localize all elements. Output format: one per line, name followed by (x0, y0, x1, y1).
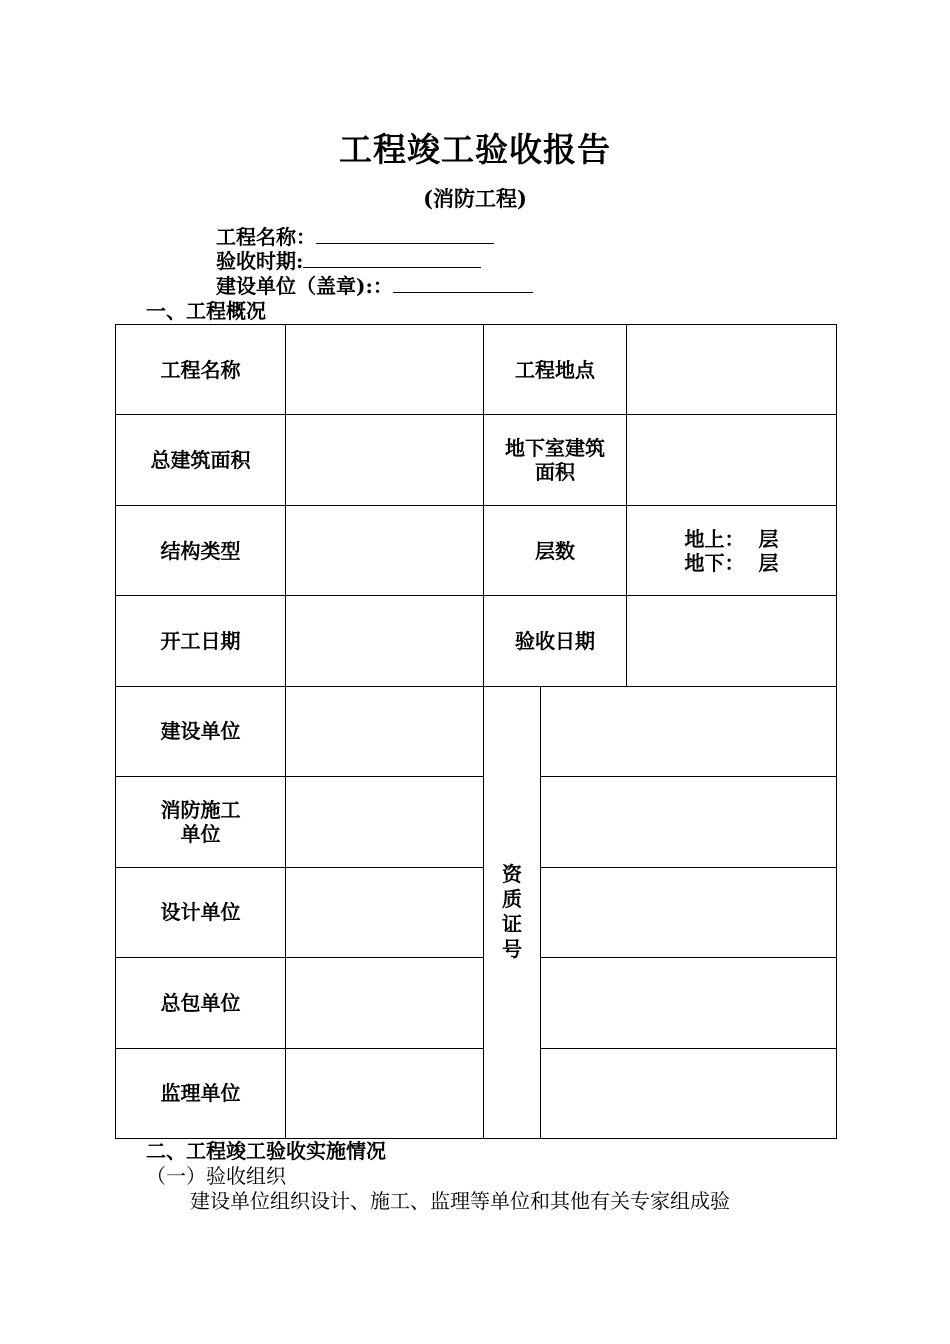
table-row (116, 1048, 837, 1139)
cert-fire-contractor[interactable] (541, 777, 837, 867)
label-design-unit: 设计单位 (116, 867, 286, 957)
floors-below: 地下： 层 (684, 550, 779, 575)
field-construction-unit-seal-value[interactable] (393, 274, 533, 293)
value-fire-contractor[interactable] (286, 777, 484, 867)
label-acceptance-date: 验收日期 (484, 596, 627, 686)
label-basement-area: 地下室建筑面积 (484, 415, 627, 505)
label-structure-type: 结构类型 (116, 505, 286, 595)
field-project-name-value[interactable] (316, 225, 494, 244)
section-implementation-heading: 二、工程竣工验收实施情况 (146, 1139, 386, 1163)
field-construction-unit-seal (216, 274, 533, 298)
label-fire-contractor: 消防施工单位 (116, 777, 286, 867)
section-overview-heading: 一、工程概况 (146, 299, 266, 323)
field-project-name (216, 225, 494, 249)
table-row (116, 415, 837, 505)
value-general-contractor[interactable] (286, 958, 484, 1048)
field-project-name-label: 工程名称： (216, 225, 316, 249)
label-general-contractor: 总包单位 (116, 958, 286, 1048)
subsection-acceptance-organization: （一）验收组织 (146, 1164, 286, 1188)
value-total-area[interactable] (286, 415, 484, 505)
value-project-name[interactable] (286, 325, 484, 415)
field-acceptance-period-label: 验收时期: (216, 249, 304, 273)
table-row (116, 777, 837, 867)
cert-construction-unit[interactable] (541, 686, 837, 776)
paragraph-acceptance-organization: 建设单位组织设计、施工、监理等单位和其他有关专家组成验 (190, 1189, 730, 1213)
table-row (116, 686, 837, 776)
label-project-name: 工程名称 (116, 325, 286, 415)
label-qualification-cert (484, 686, 541, 1138)
field-acceptance-period (216, 249, 481, 273)
label-floors: 层数 (484, 505, 627, 595)
value-project-location[interactable] (627, 325, 837, 415)
document-title: 工程竣工验收报告 (339, 130, 611, 169)
value-acceptance-date[interactable] (627, 596, 837, 686)
table-row (116, 596, 837, 686)
value-basement-area[interactable] (627, 415, 837, 505)
table-row (116, 325, 837, 415)
label-total-area: 总建筑面积 (116, 415, 286, 505)
cert-general-contractor[interactable] (541, 958, 837, 1048)
value-start-date[interactable] (286, 596, 484, 686)
table-row (116, 958, 837, 1048)
floors-above: 地上： 层 (684, 526, 779, 551)
label-construction-unit: 建设单位 (116, 686, 286, 776)
label-start-date: 开工日期 (116, 596, 286, 686)
value-floors[interactable] (627, 505, 837, 595)
cert-supervision-unit[interactable] (541, 1048, 837, 1139)
value-construction-unit[interactable] (286, 686, 484, 776)
table-row (116, 867, 837, 957)
field-acceptance-period-value[interactable] (303, 249, 481, 268)
value-supervision-unit[interactable] (286, 1048, 484, 1139)
qualification-cert-text: 资质证号 (502, 862, 522, 962)
table-row (116, 505, 837, 595)
label-supervision-unit: 监理单位 (116, 1048, 286, 1139)
label-project-location: 工程地点 (484, 325, 627, 415)
project-overview-table (115, 324, 837, 1139)
document-subtitle: (消防工程) (423, 186, 527, 211)
field-construction-unit-seal-label: 建设单位（盖章):： (216, 274, 393, 298)
value-structure-type[interactable] (286, 505, 484, 595)
cert-design-unit[interactable] (541, 867, 837, 957)
value-design-unit[interactable] (286, 867, 484, 957)
